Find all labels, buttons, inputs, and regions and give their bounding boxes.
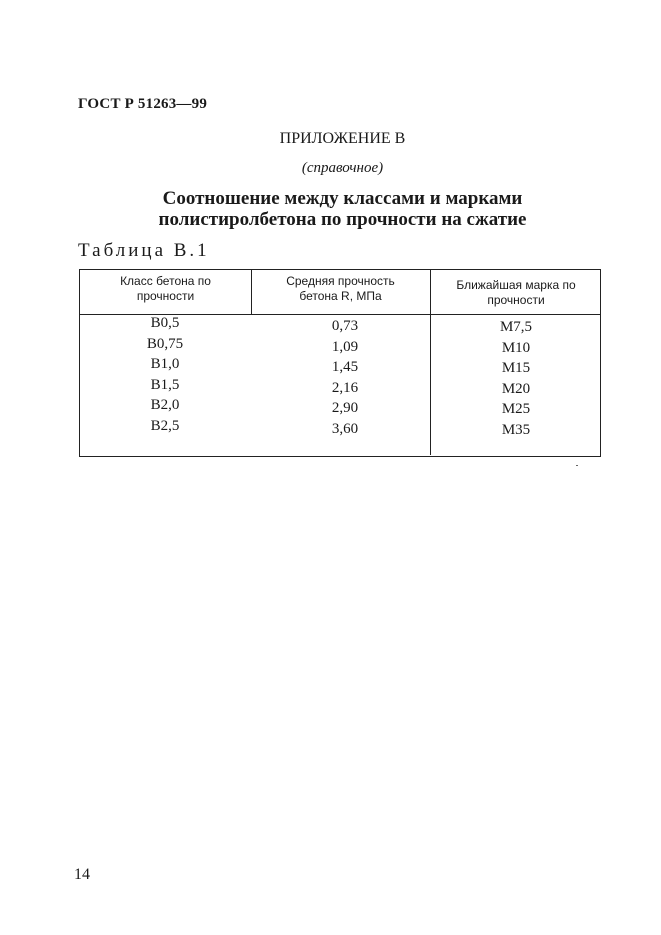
header-text: Ближайшая марка по xyxy=(456,278,576,292)
main-title-line-1: Соотношение между классами и марками xyxy=(162,188,523,209)
table-cell: В2,5 xyxy=(150,417,180,434)
header-text: бетона R, МПа xyxy=(299,289,382,303)
table-cell: М20 xyxy=(501,380,531,397)
table-cell: В1,0 xyxy=(150,356,180,372)
page-number: 14 xyxy=(74,866,90,883)
table-cell: В1,5 xyxy=(150,376,180,393)
table-caption: Таблица В.1 xyxy=(78,240,210,261)
document-header: ГОСТ Р 51263—99 xyxy=(78,96,208,112)
column-class-values xyxy=(130,313,200,436)
main-title-line-2: полистиролбетона по прочности на сжатие xyxy=(158,209,527,230)
table-cell: 0,73 xyxy=(331,318,359,334)
table-cell: 1,45 xyxy=(331,359,359,375)
table-cell: В0,75 xyxy=(146,335,184,352)
table-cell: В0,5 xyxy=(150,315,180,331)
header-text: прочности xyxy=(487,293,545,307)
header-text: Класс бетона по xyxy=(120,274,211,288)
header-text: прочности xyxy=(136,289,195,303)
table-cell: 1,09 xyxy=(331,338,359,355)
table-cell: М35 xyxy=(501,421,531,438)
table-cell: В2,0 xyxy=(150,397,180,413)
column-strength-values xyxy=(251,316,439,439)
appendix-subtitle: (справочное) xyxy=(301,160,384,176)
table-cell: 2,16 xyxy=(331,379,359,396)
table-cell: 2,90 xyxy=(331,400,359,416)
table-cell: 3,60 xyxy=(331,420,359,437)
strength-table xyxy=(79,269,601,457)
table-cell: М7,5 xyxy=(499,319,533,335)
table-cell: М25 xyxy=(501,401,531,417)
header-cell-grade xyxy=(430,278,602,308)
header-cell-class xyxy=(80,274,251,304)
header-cell-strength xyxy=(251,274,430,304)
main-title xyxy=(0,188,661,230)
scan-speck xyxy=(576,465,578,466)
appendix-title: ПРИЛОЖЕНИЕ В xyxy=(279,130,406,147)
column-grade-values xyxy=(430,317,602,440)
table-cell: М10 xyxy=(501,339,531,356)
table-cell: М15 xyxy=(501,360,531,376)
header-text: Средняя прочность xyxy=(286,274,395,288)
